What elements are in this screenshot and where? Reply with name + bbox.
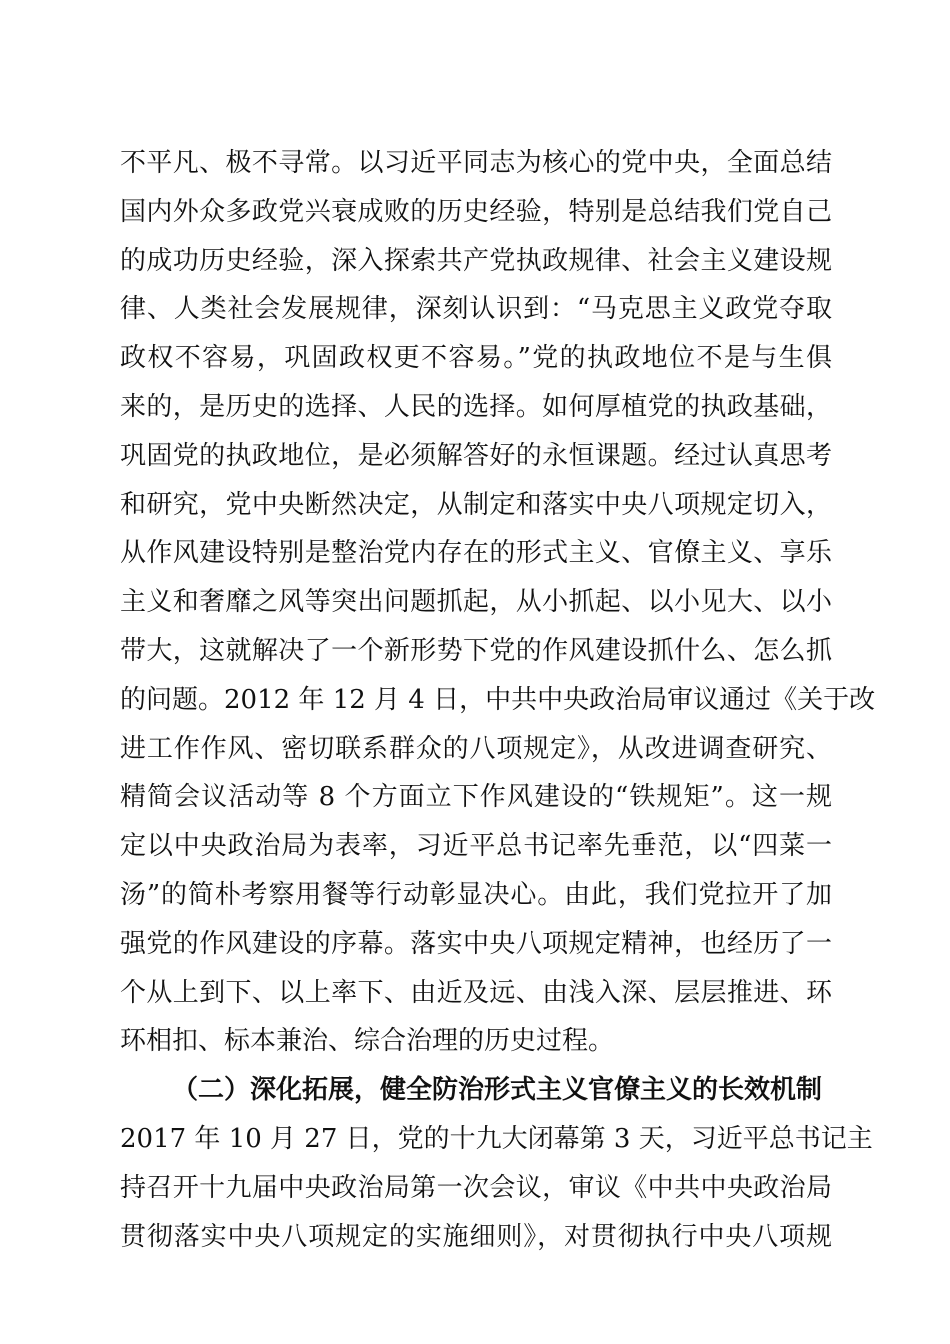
text-line: 的成功历史经验，深入探索共产党执政规律、社会主义建设规 [120,245,832,276]
text-line: 国内外众多政党兴衰成败的历史经验，特别是总结我们党自己 [120,196,832,227]
section-heading: （二）深化拓展，健全防治形式主义官僚主义的长效机制 [172,1075,823,1106]
text-line: 个从上到下、以上率下、由近及远、由浅入深、层层推进、环 [120,977,832,1008]
text-line: 带大，这就解决了一个新形势下党的作风建设抓什么、怎么抓 [120,635,832,666]
text-line: 2017 年 10 月 27 日，党的十九大闭幕第 3 天，习近平总书记主 [120,1123,873,1154]
text-line: 持召开十九届中央政治局第一次会议，审议《中共中央政治局 [120,1172,832,1203]
text-line: 定以中央政治局为表率，习近平总书记率先垂范，以“四菜一 [120,831,832,862]
text-line: 强党的作风建设的序幕。落实中央八项规定精神，也经历了一 [120,928,832,959]
text-line: 巩固党的执政地位，是必须解答好的永恒课题。经过认真思考 [120,440,832,471]
text-line: 来的，是历史的选择、人民的选择。如何厚植党的执政基础， [120,391,832,422]
text-line: 政权不容易，巩固政权更不容易。”党的执政地位不是与生俱 [120,343,832,374]
text-line: 律、人类社会发展规律，深刻认识到：“马克思主义政党夺取 [120,294,832,325]
text-line: 和研究，党中央断然决定，从制定和落实中央八项规定切入， [120,489,832,520]
text-line: 从作风建设特别是整治党内存在的形式主义、官僚主义、享乐 [120,538,832,569]
text-line: 主义和奢靡之风等突出问题抓起，从小抓起、以小见大、以小 [120,587,832,618]
text-line: 不平凡、极不寻常。以习近平同志为核心的党中央，全面总结 [120,148,832,178]
text-line: 精简会议活动等 8 个方面立下作风建设的“铁规矩”。这一规 [120,782,832,813]
text-line: 进工作作风、密切联系群众的八项规定》，从改进调查研究、 [120,733,832,764]
body-text [120,139,876,1261]
text-line: 贯彻落实中央八项规定的实施细则》，对贯彻执行中央八项规 [120,1221,832,1252]
text-line: 环相扣、标本兼治、综合治理的历史过程。 [120,1026,615,1057]
text-line: 的问题。2012 年 12 月 4 日，中共中央政治局审议通过《关于改 [120,684,876,715]
text-line: 汤”的简朴考察用餐等行动彰显决心。由此，我们党拉开了加 [120,879,832,910]
